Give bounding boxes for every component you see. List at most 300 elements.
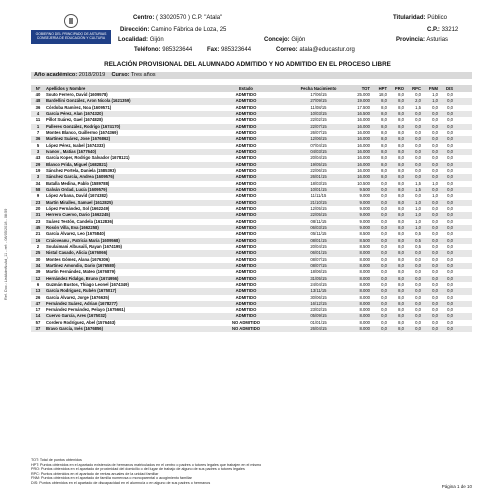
- birth-date: 05/09/15: [310, 313, 327, 319]
- score-dis: 0,0: [447, 313, 453, 319]
- score-pro: 8,0: [398, 307, 404, 313]
- score-tot: 8.000: [359, 319, 370, 325]
- admission-status: ADMITIDO: [235, 180, 257, 186]
- birth-date: 12/05/15: [310, 205, 327, 211]
- student-name: García Álvarez, Leo (1675840): [46, 231, 106, 237]
- logo-line-1: GOBIERNO DEL PRINCIPADO DE ASTURIAS: [35, 32, 107, 36]
- score-hpt: 8,0: [381, 142, 387, 148]
- row-num: 14: [35, 313, 41, 319]
- row-num: 26: [35, 294, 41, 300]
- header-dis: DIS: [446, 86, 453, 91]
- table-row: [31, 326, 472, 332]
- score-dis: 0,0: [447, 167, 453, 173]
- student-name: Palleres González, Rodrigo (1674170): [46, 123, 121, 129]
- score-rpc: 0,0: [415, 123, 421, 129]
- row-num: 13: [35, 288, 41, 294]
- birth-date: 26/04/15: [310, 326, 327, 332]
- admission-status: ADMITIDO: [235, 167, 257, 173]
- birth-date: 22/06/15: [310, 167, 327, 173]
- score-tot: 19.000: [357, 98, 370, 104]
- score-dis: 0,0: [447, 161, 453, 167]
- student-name: Craioveanu , Patricia María (1609568): [46, 237, 120, 243]
- score-pro: 8,0: [398, 326, 404, 332]
- score-hpt: 0,0: [381, 326, 387, 332]
- score-dis: 0,0: [447, 288, 453, 294]
- score-tot: 8.500: [359, 237, 370, 243]
- score-rpc: 1,0: [415, 218, 421, 224]
- student-name: Herrero Cuervo, Dario (1662245): [46, 212, 111, 218]
- score-rpc: 0,0: [415, 161, 421, 167]
- score-tot: 8.000: [359, 250, 370, 256]
- birth-date: 22/05/15: [310, 212, 327, 218]
- header-direccion: [120, 27, 226, 34]
- student-name: Galván Ordad, Lucía (1609579): [46, 186, 107, 192]
- score-rpc: 0,0: [415, 110, 421, 116]
- score-pro: 8,0: [398, 167, 404, 173]
- score-pro: 8,0: [398, 281, 404, 287]
- row-num: 58: [35, 186, 41, 192]
- score-tot: 8.000: [359, 294, 370, 300]
- legend-line: HPT: Puntos obtenidos en el apartado existencia de hermanos matriculados en el centro o padres o tutores legales que trabajen en el mismo: [31, 462, 262, 467]
- row-num: 31: [35, 212, 41, 218]
- row-num: 20: [35, 205, 41, 211]
- score-dis: 0,0: [447, 319, 453, 325]
- score-dis: 0,0: [447, 92, 453, 97]
- provincia-value: Asturias: [426, 37, 449, 43]
- score-fnm: 0,0: [432, 288, 438, 294]
- birth-date: 27/09/15: [310, 98, 327, 104]
- header-correo: [276, 47, 355, 54]
- row-num: 34: [35, 262, 41, 268]
- score-rpc: 0,0: [415, 294, 421, 300]
- admission-status: ADMITIDO: [235, 307, 257, 313]
- row-num: 48: [35, 98, 41, 104]
- admission-status: ADMITIDO: [235, 237, 257, 243]
- score-pro: 8,0: [398, 275, 404, 281]
- telefono-label: Teléfono:: [134, 47, 161, 53]
- student-name: Martín Miralles, Samuel (1612825): [46, 199, 113, 205]
- score-rpc: 0,0: [415, 319, 421, 325]
- score-dis: 0,0: [447, 237, 453, 243]
- score-dis: 0,0: [447, 117, 453, 123]
- score-rpc: 1,0: [415, 199, 421, 205]
- admission-status: ADMITIDO: [235, 218, 257, 224]
- score-dis: 0,0: [447, 136, 453, 142]
- score-rpc: 0,0: [415, 326, 421, 332]
- score-rpc: 1,0: [415, 212, 421, 218]
- score-pro: 8,0: [398, 319, 404, 325]
- student-name: López Arbana, David (1674382): [46, 193, 108, 199]
- admission-status: ADMITIDO: [235, 212, 257, 218]
- birth-date: 08/01/15: [310, 237, 327, 243]
- header-fecha: Fecha Nacimiento: [300, 86, 337, 91]
- score-hpt: 8,0: [381, 129, 387, 135]
- birth-date: 11/08/15: [310, 104, 327, 110]
- row-num: 29: [35, 161, 41, 167]
- student-name: Hernández Fidalgo, Bruno (1674956): [46, 275, 119, 281]
- score-rpc: 1,0: [415, 224, 421, 230]
- page-number: Página 1 de 10: [441, 484, 472, 489]
- score-pro: 8,0: [398, 300, 404, 306]
- birth-date: 26/07/15: [310, 129, 327, 135]
- row-num: 47: [35, 300, 41, 306]
- score-rpc: 0,0: [415, 136, 421, 142]
- score-dis: 0,0: [447, 294, 453, 300]
- row-num: 19: [35, 167, 41, 173]
- score-dis: 0,0: [447, 307, 453, 313]
- student-name: Pillot Suárez, Gael (1674828): [46, 117, 103, 123]
- admission-status: ADMITIDO: [235, 129, 257, 135]
- student-name: Nistal Casado, Alicia (1676066): [46, 250, 108, 256]
- birth-date: 17/06/15: [310, 92, 327, 97]
- cp-value: 33212: [441, 27, 459, 33]
- score-tot: 8.000: [359, 262, 370, 268]
- score-hpt: 0,0: [381, 294, 387, 300]
- birth-date: 08/07/15: [310, 262, 327, 268]
- score-fnm: 0,0: [432, 237, 438, 243]
- score-tot: 9.000: [359, 218, 370, 224]
- admission-status: ADMITIDO: [235, 256, 257, 262]
- score-rpc: 0,0: [415, 174, 421, 180]
- score-pro: 8,0: [398, 161, 404, 167]
- score-hpt: 0,0: [381, 199, 387, 205]
- birth-date: 13/11/15: [310, 288, 327, 294]
- score-pro: 8,0: [398, 243, 404, 249]
- admission-status: ADMITIDO: [235, 174, 257, 180]
- score-tot: 16.000: [357, 174, 370, 180]
- score-tot: 16.000: [357, 155, 370, 161]
- admissions-table: [31, 85, 472, 332]
- score-tot: 8.000: [359, 326, 370, 332]
- score-hpt: 8,0: [381, 136, 387, 142]
- titularidad-value: Público: [427, 15, 447, 21]
- score-tot: 9.000: [359, 193, 370, 199]
- score-fnm: 0,0: [432, 142, 438, 148]
- score-rpc: 0,0: [415, 256, 421, 262]
- birth-date: 20/04/15: [310, 243, 327, 249]
- score-fnm: 0,0: [432, 161, 438, 167]
- score-pro: 8,0: [398, 98, 404, 104]
- header-localidad: [118, 37, 164, 44]
- side-reference: [4, 148, 18, 300]
- institution-logo: [31, 14, 111, 46]
- admission-status: ADMITIDO: [235, 136, 257, 142]
- score-hpt: 0,0: [381, 313, 387, 319]
- row-num: 40: [35, 92, 41, 97]
- score-pro: 8,0: [398, 262, 404, 268]
- admission-status: ADMITIDO: [235, 199, 257, 205]
- row-num: 43: [35, 155, 41, 161]
- student-name: Sánchez García, Andrea (1609576): [46, 174, 115, 180]
- student-name: Ivanov , Matías (1677640): [46, 148, 97, 154]
- admission-status: ADMITIDO: [235, 300, 257, 306]
- admission-status: ADMITIDO: [235, 110, 257, 116]
- birth-date: 06/03/15: [310, 224, 327, 230]
- header-name: Apellidos y Nombre: [46, 86, 86, 91]
- admission-status: NO ADMITIDO: [232, 326, 260, 332]
- score-rpc: 0,0: [415, 92, 421, 97]
- student-name: Rosón Villa, Eva (1662258): [46, 224, 99, 230]
- score-fnm: 0,0: [432, 123, 438, 129]
- score-hpt: 0,0: [381, 281, 387, 287]
- score-hpt: 0,0: [381, 218, 387, 224]
- score-rpc: 0,0: [415, 250, 421, 256]
- score-hpt: 0,0: [381, 250, 387, 256]
- birth-date: 05/11/15: [310, 231, 327, 237]
- score-rpc: 0,0: [415, 129, 421, 135]
- score-hpt: 0,0: [381, 186, 387, 192]
- birth-date: 21/10/15: [310, 199, 327, 205]
- score-tot: 10.500: [357, 180, 370, 186]
- row-num: 39: [35, 269, 41, 275]
- admission-status: ADMITIDO: [235, 92, 257, 97]
- score-fnm: 0,0: [432, 199, 438, 205]
- score-rpc: 0,5: [415, 243, 421, 249]
- score-fnm: 0,0: [432, 319, 438, 325]
- admission-status: ADMITIDO: [235, 313, 257, 319]
- row-num: 3: [36, 148, 40, 154]
- score-tot: 8.000: [359, 256, 370, 262]
- score-dis: 0,0: [447, 98, 453, 104]
- score-fnm: 0,0: [432, 129, 438, 135]
- correo-value: atala@educastur.org: [299, 47, 355, 53]
- score-dis: 0,0: [447, 193, 453, 199]
- score-dis: 0,0: [447, 281, 453, 287]
- row-num: 30: [35, 256, 41, 262]
- birth-date: 06/01/15: [310, 250, 327, 256]
- birth-date: 18/06/15: [310, 269, 327, 275]
- score-hpt: 8,0: [381, 167, 387, 173]
- birth-date: 20/04/15: [310, 155, 327, 161]
- header-hpt: HPT: [378, 86, 387, 91]
- score-rpc: 0,0: [415, 155, 421, 161]
- row-num: 37: [35, 326, 41, 332]
- curso-label: Curso:: [111, 72, 130, 78]
- row-num: 21: [35, 231, 41, 237]
- table-header-row: [31, 85, 472, 92]
- score-rpc: 0,0: [415, 167, 421, 173]
- score-fnm: 0,0: [432, 294, 438, 300]
- score-fnm: 0,0: [432, 269, 438, 275]
- score-hpt: 0,0: [381, 319, 387, 325]
- admission-status: ADMITIDO: [235, 269, 257, 275]
- score-tot: 16.000: [357, 129, 370, 135]
- score-hpt: 0,0: [381, 256, 387, 262]
- year-label: Año académico:: [34, 72, 78, 78]
- row-num: 6: [36, 281, 40, 287]
- score-hpt: 0,0: [381, 288, 387, 294]
- curso-value: Tres años: [130, 72, 156, 78]
- score-pro: 8,0: [398, 136, 404, 142]
- score-fnm: 1,0: [432, 193, 438, 199]
- score-fnm: 0,0: [432, 224, 438, 230]
- score-rpc: 0,0: [415, 117, 421, 123]
- score-hpt: 0,0: [381, 275, 387, 281]
- score-rpc: 0,0: [415, 193, 421, 199]
- admission-status: ADMITIDO: [235, 123, 257, 129]
- row-num: 1: [36, 123, 40, 129]
- admission-status: ADMITIDO: [235, 98, 257, 104]
- birth-date: 18/03/15: [310, 180, 327, 186]
- student-name: López Pérez, Isabel (1674333): [46, 142, 105, 148]
- student-name: Cordero Rodríguez, Abel (1576463): [46, 319, 116, 325]
- score-dis: 0,0: [447, 250, 453, 256]
- score-fnm: 0,0: [432, 281, 438, 287]
- student-name: Bardellini González, Aron Nicola (1621359): [46, 98, 131, 104]
- score-fnm: 0,0: [432, 148, 438, 154]
- score-hpt: 0,0: [381, 237, 387, 243]
- score-hpt: 8,0: [381, 155, 387, 161]
- header-titularidad: [393, 15, 447, 22]
- row-num: 5: [36, 142, 40, 148]
- score-pro: 8,0: [398, 155, 404, 161]
- score-dis: 0,0: [447, 212, 453, 218]
- admission-status: ADMITIDO: [235, 155, 257, 161]
- admission-status: ADMITIDO: [235, 148, 257, 154]
- birth-date: 23/02/15: [310, 307, 327, 313]
- student-name: Montes Gómez, Alana (1676306): [46, 256, 110, 262]
- admission-status: ADMITIDO: [235, 250, 257, 256]
- score-pro: 8,0: [398, 288, 404, 294]
- header-cp: [427, 27, 458, 34]
- coat-of-arms-icon: [64, 14, 78, 28]
- score-fnm: 0,0: [432, 231, 438, 237]
- score-dis: 0,0: [447, 142, 453, 148]
- admission-status: ADMITIDO: [235, 224, 257, 230]
- score-tot: 8.500: [359, 243, 370, 249]
- concejo-label: Concejo:: [264, 37, 290, 43]
- score-pro: 8,0: [398, 205, 404, 211]
- fax-value: 985323644: [221, 47, 252, 53]
- header-concejo: [264, 37, 305, 44]
- score-dis: 0,0: [447, 243, 453, 249]
- student-name: Souto Ferrero, David (1609578): [46, 92, 108, 97]
- admission-status: ADMITIDO: [235, 186, 257, 192]
- score-tot: 8.000: [359, 275, 370, 281]
- score-fnm: 0,0: [432, 117, 438, 123]
- row-num: 45: [35, 224, 41, 230]
- score-fnm: 0,0: [432, 275, 438, 281]
- score-fnm: 0,0: [432, 155, 438, 161]
- score-tot: 16.000: [357, 142, 370, 148]
- header-estado: Estado: [239, 86, 253, 91]
- row-num: 57: [35, 319, 41, 325]
- birth-date: 10/03/15: [310, 110, 327, 116]
- row-num: 23: [35, 199, 41, 205]
- student-name: Sánchez Portela, Daniela (1585393): [46, 167, 116, 173]
- score-dis: 0,0: [447, 148, 453, 154]
- row-num: 9: [36, 193, 40, 199]
- score-dis: 0,0: [447, 180, 453, 186]
- header-tot: TOT: [361, 86, 370, 91]
- score-rpc: 2,0: [415, 98, 421, 104]
- score-tot: 17.500: [357, 104, 370, 110]
- row-num: 36: [35, 136, 41, 142]
- score-fnm: 0,0: [432, 110, 438, 116]
- header-rpc: RPC: [412, 86, 421, 91]
- score-hpt: 8,0: [381, 104, 387, 110]
- student-name: Soulaimani Albusaili, Rayan (1674195): [46, 243, 122, 249]
- student-name: López Fernández, Sol (1662249): [46, 205, 110, 211]
- score-hpt: 0,0: [381, 180, 387, 186]
- score-rpc: 0,0: [415, 148, 421, 154]
- score-rpc: 0,5: [415, 237, 421, 243]
- score-hpt: 8,0: [381, 174, 387, 180]
- score-rpc: 0,0: [415, 269, 421, 275]
- score-fnm: 0,0: [432, 307, 438, 313]
- admission-status: ADMITIDO: [235, 161, 257, 167]
- score-dis: 0,0: [447, 256, 453, 262]
- student-name: Martínez Suárez, Jose (1676862): [46, 136, 111, 142]
- direccion-label: Dirección:: [120, 27, 150, 33]
- student-name: Fernández Suárez, Adrian (1678277): [46, 300, 118, 306]
- score-tot: 16.000: [357, 148, 370, 154]
- score-tot: 16.500: [357, 110, 370, 116]
- score-tot: 16.000: [357, 167, 370, 173]
- birth-date: 30/06/15: [310, 294, 327, 300]
- score-fnm: 0,0: [432, 167, 438, 173]
- birth-date: 12/06/15: [310, 136, 327, 142]
- score-fnm: 0,0: [432, 243, 438, 249]
- student-name: Córdoba Ramírez, Noa (1609571): [46, 104, 112, 110]
- score-tot: 8.000: [359, 269, 370, 275]
- student-name: García Koper, Rodrigo Salvador (1678121): [46, 155, 130, 161]
- score-rpc: 0,0: [415, 142, 421, 148]
- score-rpc: 0,0: [415, 281, 421, 287]
- header-telefono: [134, 47, 192, 54]
- score-fnm: 0,0: [432, 205, 438, 211]
- score-fnm: 0,0: [432, 104, 438, 110]
- student-name: García Pérez, Alan (1674320): [46, 110, 103, 116]
- score-fnm: 1,0: [432, 92, 438, 97]
- score-pro: 8,0: [398, 92, 404, 97]
- score-dis: 0,0: [447, 104, 453, 110]
- legend: [31, 458, 472, 486]
- student-name: Batalla Medina, Pablo (1589788): [46, 180, 110, 186]
- centro-value: ( 33020570 ) C.P. "Atala": [156, 15, 223, 21]
- student-name: Blanco Prida, Miguel (1682821): [46, 161, 108, 167]
- score-fnm: 0,0: [432, 326, 438, 332]
- score-rpc: 1,5: [415, 104, 421, 110]
- score-hpt: 0,0: [381, 269, 387, 275]
- row-num: 36: [35, 104, 41, 110]
- score-pro: 8,0: [398, 250, 404, 256]
- birth-date: 10/01/15: [310, 186, 327, 192]
- score-hpt: 0,0: [381, 262, 387, 268]
- score-dis: 0,0: [447, 110, 453, 116]
- score-dis: 0,0: [447, 129, 453, 135]
- admission-status: ADMITIDO: [235, 262, 257, 268]
- score-tot: 16.000: [357, 136, 370, 142]
- admission-status: ADMITIDO: [235, 281, 257, 287]
- score-hpt: 8,0: [381, 161, 387, 167]
- score-fnm: 0,0: [432, 186, 438, 192]
- legend-line: DIS: Puntos obtenidos en el apartado de discapacidad en el alumno/a o en alguno de sus padres o hermanos: [31, 480, 211, 485]
- score-dis: 0,0: [447, 174, 453, 180]
- score-tot: 8.000: [359, 281, 370, 287]
- score-pro: 8,0: [398, 218, 404, 224]
- localidad-value: Gijón: [149, 37, 164, 43]
- birth-date: 08/11/15: [310, 218, 327, 224]
- titularidad-label: Titularidad:: [393, 15, 426, 21]
- row-num: 25: [35, 250, 41, 256]
- score-pro: 8,0: [398, 269, 404, 275]
- logo-banner: [31, 30, 111, 44]
- telefono-value: 985323644: [162, 47, 193, 53]
- admission-status: ADMITIDO: [235, 231, 257, 237]
- birth-date: 04/03/15: [310, 148, 327, 154]
- birth-date: 01/01/15: [310, 319, 327, 325]
